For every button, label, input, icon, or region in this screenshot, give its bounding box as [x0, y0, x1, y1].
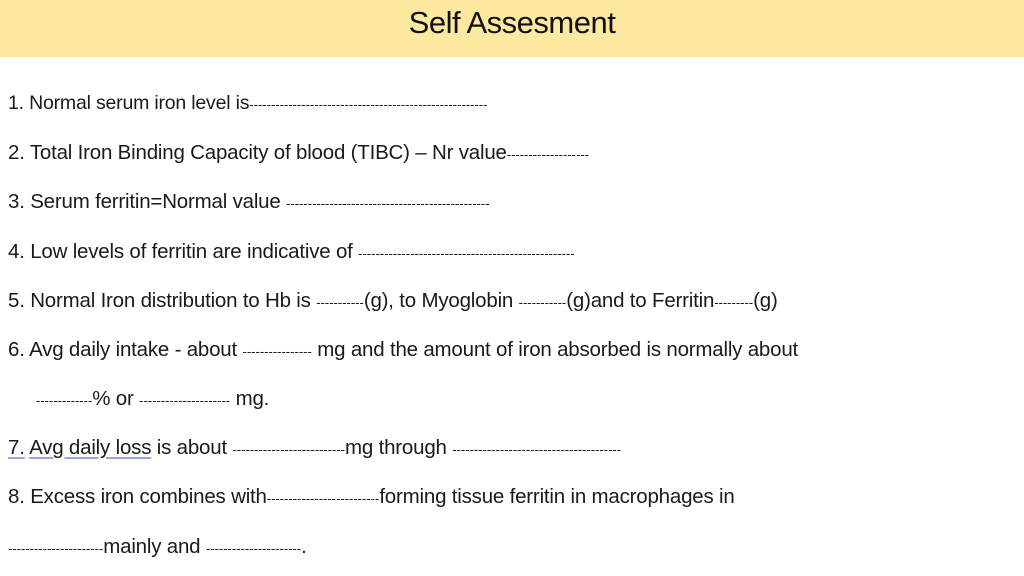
question-text: Total Iron Binding Capacity of blood (TIBC) – Nr value [29, 141, 507, 164]
question-text: Normal Iron distribution to Hb is [30, 289, 311, 312]
question-number: 3. [8, 190, 25, 213]
question-number: 1. [8, 92, 24, 114]
answer-blank: ---------------------- [8, 541, 104, 556]
question-text: mg and the amount of iron absorbed is normally about [317, 338, 799, 361]
question-text: % or [92, 387, 134, 410]
question-number: 6. [8, 338, 25, 361]
answer-blank: ----------- [316, 295, 364, 310]
question-text: (g)and to Ferritin [566, 289, 715, 312]
question-number: 4. [8, 240, 25, 263]
question-2 [8, 141, 589, 165]
answer-blank: ------------------------------------------------------- [249, 97, 488, 112]
question-text: mainly and [103, 535, 201, 558]
question-8-continued [8, 535, 307, 559]
question-8 [8, 485, 735, 509]
question-text: . [301, 535, 307, 558]
question-text: forming tissue ferritin in macrophages in [379, 485, 735, 508]
question-text: mg. [235, 387, 270, 410]
question-text: Normal serum iron level is [29, 92, 250, 114]
answer-blank: -------------------------- [266, 491, 380, 506]
answer-blank: ------------- [36, 393, 93, 408]
answer-blank: ------------------- [506, 147, 589, 162]
question-text: (g) [753, 289, 778, 312]
question-text: Serum ferritin=Normal value [30, 190, 281, 213]
question-text: Low levels of ferritin are indicative of [30, 240, 353, 263]
question-number: 8. [8, 485, 25, 508]
question-3 [8, 190, 490, 214]
question-6-continued [36, 387, 269, 411]
question-text: Excess iron combines with [30, 485, 267, 508]
answer-blank: --------------------- [139, 393, 231, 408]
answer-blank: ----------------------------------------------- [286, 196, 490, 211]
page-title: Self Assesment [408, 4, 616, 40]
question-text: mg through [345, 436, 447, 459]
question-number: 2. [8, 141, 25, 164]
question-number: 5. [8, 289, 25, 312]
answer-blank: --------- [714, 295, 754, 310]
answer-blank: ---------------------- [205, 541, 302, 556]
answer-blank: --------------------------------------- [452, 442, 622, 457]
question-6 [8, 338, 798, 362]
question-7 [8, 436, 621, 460]
question-text: is about [156, 436, 227, 459]
question-number: 7. [8, 436, 25, 459]
answer-blank: -------------------------- [232, 442, 346, 457]
answer-blank: ----------- [518, 295, 567, 310]
question-text: Avg daily loss [29, 436, 152, 459]
question-text: Avg daily intake - about [29, 338, 238, 361]
question-1 [8, 92, 487, 115]
question-5 [8, 289, 778, 313]
question-text: (g), to Myoglobin [363, 289, 514, 312]
question-4 [8, 240, 575, 264]
answer-blank: -------------------------------------------------- [358, 246, 575, 261]
answer-blank: ---------------- [242, 344, 312, 359]
